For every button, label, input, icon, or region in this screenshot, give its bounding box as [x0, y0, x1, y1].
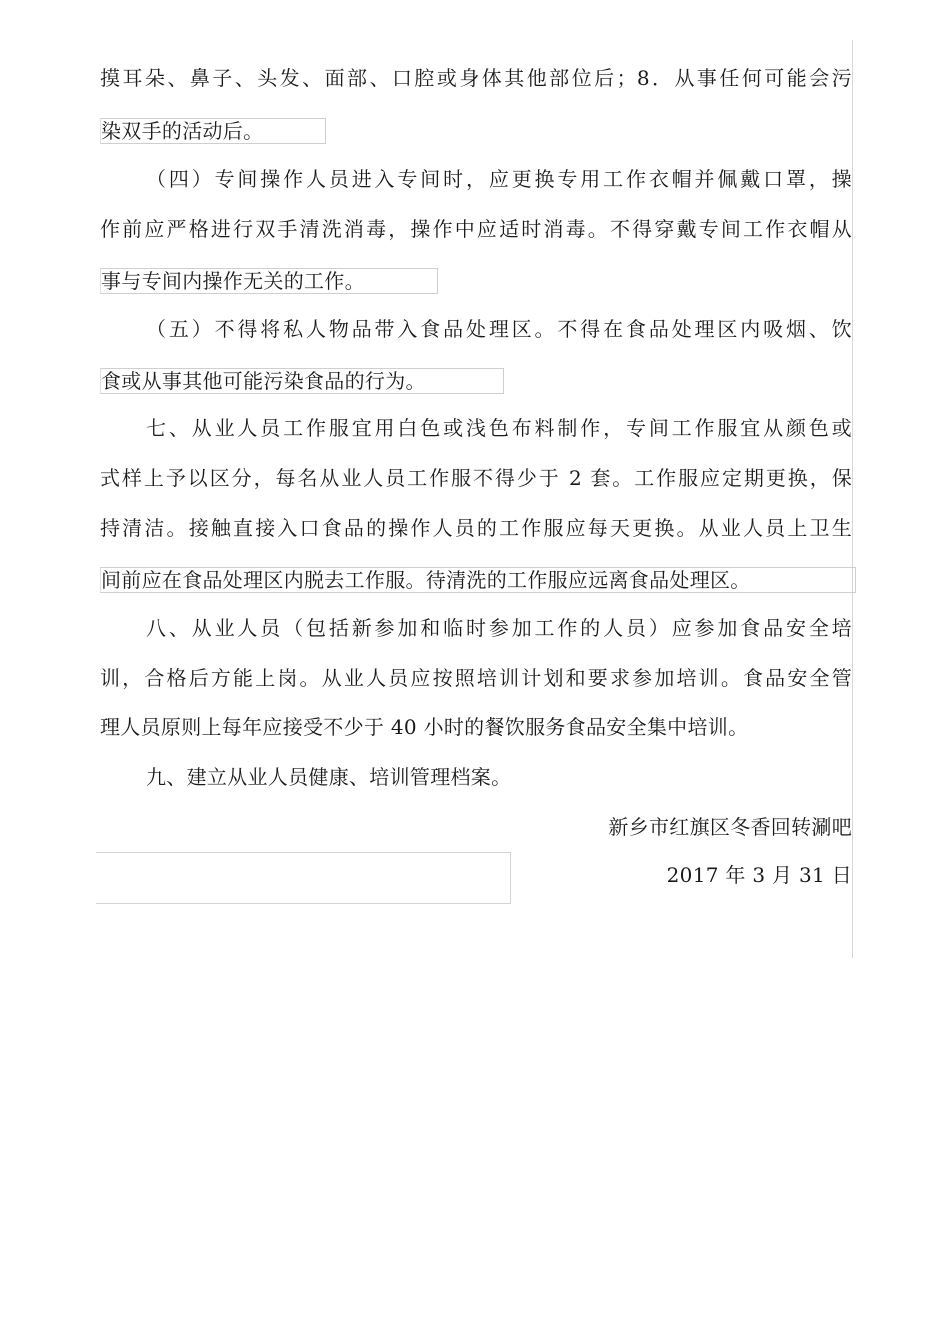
- paragraph-line: 八、从业人员（包括新参加和临时参加工作的人员）应参加食品安全培: [146, 616, 852, 640]
- paragraph-line-end: [100, 268, 852, 301]
- paragraph-line: 摸耳朵、鼻子、头发、面部、口腔或身体其他部位后；8．从事任何可能会污: [100, 66, 852, 90]
- text-fragment: 染双手的活动后。: [100, 118, 326, 144]
- signature-date: 2017 年 3 月 31 日: [666, 863, 852, 887]
- paragraph-line: 作前应严格进行双手清洗消毒，操作中应适时消毒。不得穿戴专间工作衣帽从: [100, 217, 852, 241]
- paragraph-line: 九、建立从业人员健康、培训管理档案。: [146, 765, 512, 789]
- paragraph-line: 理人员原则上每年应接受不少于 40 小时的餐饮服务食品安全集中培训。: [100, 715, 749, 739]
- paragraph-line: （四）专间操作人员进入专间时，应更换专用工作衣帽并佩戴口罩，操: [146, 167, 852, 191]
- paragraph-line-end: [100, 118, 852, 151]
- paragraph-line-end: [100, 567, 852, 600]
- paragraph-line: 式样上予以区分，每名从业人员工作服不得少于 2 套。工作服应定期更换，保: [100, 466, 852, 490]
- paragraph-line: （五）不得将私人物品带入食品处理区。不得在食品处理区内吸烟、饮: [146, 317, 852, 341]
- paragraph-line: 七、从业人员工作服宜用白色或浅色布料制作，专间工作服宜从颜色或: [146, 416, 852, 440]
- text-fragment: 事与专间内操作无关的工作。: [100, 268, 438, 294]
- paragraph-line: 训，合格后方能上岗。从业人员应按照培训计划和要求参加培训。食品安全管: [100, 666, 852, 690]
- text-fragment: 间前应在食品处理区内脱去工作服。待清洗的工作服应远离食品处理区。: [100, 567, 856, 593]
- paragraph-line: 持清洁。接触直接入口食品的操作人员的工作服应每天更换。从业人员上卫生: [100, 516, 852, 540]
- page-margin-rule: [852, 40, 853, 958]
- paragraph-line-end: [100, 368, 852, 401]
- text-fragment: 食或从事其他可能污染食品的行为。: [100, 368, 504, 394]
- signature-organization: 新乡市红旗区冬香回转涮吧: [608, 815, 852, 839]
